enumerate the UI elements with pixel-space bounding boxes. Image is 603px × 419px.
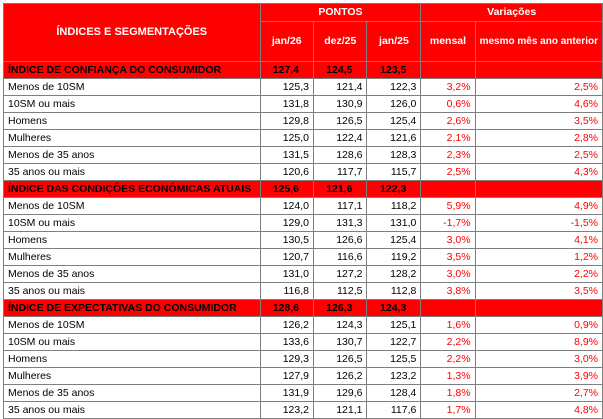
table-row (4, 96, 603, 113)
cell: 2,8% (475, 130, 602, 147)
cell: 125,4 (367, 113, 421, 130)
cell: 119,2 (367, 249, 421, 266)
cell: 130,5 (260, 232, 313, 249)
cell: 112,5 (314, 283, 367, 300)
cell: 112,8 (367, 283, 421, 300)
section-variation: 3,5% (475, 300, 602, 317)
table-title: ÍNDICES E SEGMENTAÇÕES (4, 4, 261, 62)
section-row (4, 62, 603, 79)
cell: 2,7% (475, 385, 602, 402)
col-header-jan26: jan/26 (260, 22, 313, 62)
cell: 125,5 (367, 351, 421, 368)
row-label: Menos de 35 anos (4, 385, 261, 402)
cell: 121,1 (314, 402, 367, 419)
cell: 116,6 (314, 249, 367, 266)
row-label: Homens (4, 113, 261, 130)
row-label: Menos de 35 anos (4, 266, 261, 283)
row-label: Homens (4, 232, 261, 249)
row-label: 35 anos ou mais (4, 402, 261, 419)
cell: 126,5 (314, 113, 367, 130)
table-row (4, 198, 603, 215)
section-value: 125,6 (260, 181, 313, 198)
row-label: 10SM ou mais (4, 96, 261, 113)
cell: 2,2% (421, 334, 475, 351)
cell: 131,8 (260, 96, 313, 113)
cell: 3,5% (421, 249, 475, 266)
cell: 127,9 (260, 368, 313, 385)
cell: 120,6 (260, 164, 313, 181)
section-variation: 2,7% (475, 181, 602, 198)
table-row (4, 215, 603, 232)
section-row (4, 300, 603, 317)
table-row (4, 113, 603, 130)
cell: 3,0% (421, 266, 475, 283)
table-row (4, 79, 603, 96)
cell: 2,2% (475, 266, 602, 283)
cell: 1,3% (421, 368, 475, 385)
cell: -1,5% (475, 215, 602, 232)
cell: 130,9 (314, 96, 367, 113)
cell: 131,3 (314, 215, 367, 232)
row-label: 35 anos ou mais (4, 164, 261, 181)
col-header-mensal: mensal (421, 22, 475, 62)
cell: 127,2 (314, 266, 367, 283)
section-value: 127,4 (260, 62, 313, 79)
cell: 125,4 (367, 232, 421, 249)
section-variation: 3,3% (421, 181, 475, 198)
cell: 2,5% (421, 164, 475, 181)
cell: 2,1% (421, 130, 475, 147)
cell: 131,5 (260, 147, 313, 164)
cell: 8,9% (475, 334, 602, 351)
row-label: Homens (4, 351, 261, 368)
section-variation: 1,8% (421, 300, 475, 317)
table-row (4, 266, 603, 283)
cell: 3,5% (475, 283, 602, 300)
cell: 118,2 (367, 198, 421, 215)
row-label: Menos de 10SM (4, 198, 261, 215)
row-label: 10SM ou mais (4, 215, 261, 232)
cell: 125,1 (367, 317, 421, 334)
cell: 123,2 (367, 368, 421, 385)
col-header-mesmo-mes: mesmo mês ano anterior (475, 22, 602, 62)
row-label: Menos de 35 anos (4, 147, 261, 164)
cell: 128,4 (367, 385, 421, 402)
table-row (4, 317, 603, 334)
table-row (4, 351, 603, 368)
table-row (4, 368, 603, 385)
cell: 2,2% (421, 351, 475, 368)
cell: 1,6% (421, 317, 475, 334)
cell: 126,5 (314, 351, 367, 368)
cell: 4,1% (475, 232, 602, 249)
section-label: ÍNDICE DE EXPECTATIVAS DO CONSUMIDOR (4, 300, 261, 317)
cell: 5,9% (421, 198, 475, 215)
table-row (4, 232, 603, 249)
section-value: 122,3 (367, 181, 421, 198)
section-value: 128,6 (260, 300, 313, 317)
section-variation: 2,4% (421, 62, 475, 79)
cell: 131,0 (260, 266, 313, 283)
cell: 129,0 (260, 215, 313, 232)
cell: 125,3 (260, 79, 313, 96)
table-row (4, 334, 603, 351)
section-value: 126,3 (314, 300, 367, 317)
cell: 1,8% (421, 385, 475, 402)
table-row (4, 147, 603, 164)
cell: 2,6% (421, 113, 475, 130)
cell: 125,0 (260, 130, 313, 147)
section-value: 121,6 (314, 181, 367, 198)
cell: -1,7% (421, 215, 475, 232)
col-header-jan25: jan/25 (367, 22, 421, 62)
cell: 128,3 (367, 147, 421, 164)
cell: 4,9% (475, 198, 602, 215)
row-label: Menos de 10SM (4, 317, 261, 334)
cell: 128,6 (314, 147, 367, 164)
cell: 122,3 (367, 79, 421, 96)
cell: 129,8 (260, 113, 313, 130)
cell: 0,6% (421, 96, 475, 113)
table-row (4, 249, 603, 266)
cell: 117,7 (314, 164, 367, 181)
cell: 126,6 (314, 232, 367, 249)
cell: 3,0% (421, 232, 475, 249)
cell: 133,6 (260, 334, 313, 351)
section-value: 124,3 (367, 300, 421, 317)
section-value: 123,5 (367, 62, 421, 79)
cell: 1,7% (421, 402, 475, 419)
row-label: Mulheres (4, 130, 261, 147)
variacoes-header: Variações (421, 4, 603, 22)
cell: 3,9% (475, 368, 602, 385)
section-value: 124,5 (314, 62, 367, 79)
cell: 1,2% (475, 249, 602, 266)
row-label: 35 anos ou mais (4, 283, 261, 300)
section-row (4, 181, 603, 198)
cell: 130,7 (314, 334, 367, 351)
row-label: Menos de 10SM (4, 79, 261, 96)
cell: 129,3 (260, 351, 313, 368)
cell: 115,7 (367, 164, 421, 181)
cell: 122,4 (314, 130, 367, 147)
cell: 2,3% (421, 147, 475, 164)
cell: 126,2 (314, 368, 367, 385)
cell: 3,8% (421, 283, 475, 300)
cell: 120,7 (260, 249, 313, 266)
cell: 3,5% (475, 113, 602, 130)
cell: 2,5% (475, 147, 602, 164)
cell: 0,9% (475, 317, 602, 334)
indices-table (3, 3, 603, 419)
section-label: ÍNDICE DAS CONDIÇÕES ECONÔMICAS ATUAIS (4, 181, 261, 198)
cell: 123,2 (260, 402, 313, 419)
row-label: 10SM ou mais (4, 334, 261, 351)
cell: 4,3% (475, 164, 602, 181)
cell: 129,6 (314, 385, 367, 402)
cell: 131,9 (260, 385, 313, 402)
cell: 3,0% (475, 351, 602, 368)
cell: 121,4 (314, 79, 367, 96)
cell: 117,6 (367, 402, 421, 419)
table-row (4, 164, 603, 181)
section-label: ÍNDICE DE CONFIANÇA DO CONSUMIDOR (4, 62, 261, 79)
cell: 122,7 (367, 334, 421, 351)
cell: 124,0 (260, 198, 313, 215)
cell: 4,8% (475, 402, 602, 419)
section-variation: 3,1% (475, 62, 602, 79)
table-row (4, 402, 603, 419)
row-label: Mulheres (4, 368, 261, 385)
table-row (4, 385, 603, 402)
cell: 128,2 (367, 266, 421, 283)
cell: 2,5% (475, 79, 602, 96)
row-label: Mulheres (4, 249, 261, 266)
pontos-header: PONTOS (260, 4, 421, 22)
cell: 131,0 (367, 215, 421, 232)
cell: 117,1 (314, 198, 367, 215)
cell: 116,8 (260, 283, 313, 300)
table-row (4, 283, 603, 300)
cell: 126,2 (260, 317, 313, 334)
cell: 3,2% (421, 79, 475, 96)
cell: 124,3 (314, 317, 367, 334)
col-header-dez25: dez/25 (314, 22, 367, 62)
table-row (4, 130, 603, 147)
cell: 126,0 (367, 96, 421, 113)
cell: 121,6 (367, 130, 421, 147)
cell: 4,6% (475, 96, 602, 113)
